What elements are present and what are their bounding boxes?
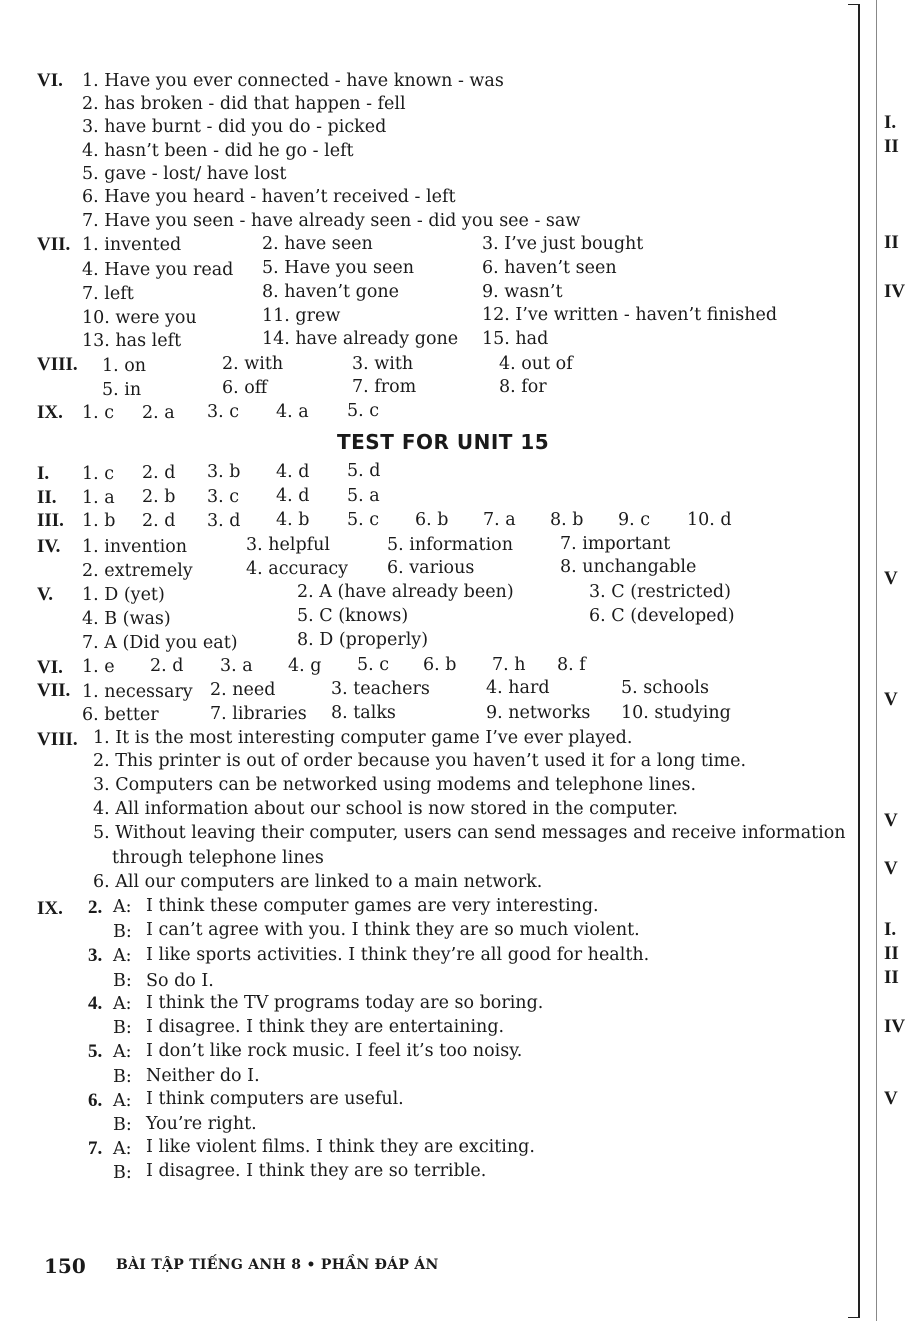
- dialogue-line: I don’t like rock music. I feel it’s too noisy.: [146, 1041, 523, 1061]
- answer-cell: 4. b: [276, 510, 310, 530]
- edge-mark: V: [884, 568, 898, 589]
- section-roman-iii: III.: [37, 510, 64, 531]
- answer-cell: 3. C (restricted): [589, 582, 731, 602]
- answer-cell: 1. b: [82, 511, 116, 531]
- answer-cell: 6. off: [222, 378, 268, 398]
- section-roman-ix: IX.: [37, 402, 63, 423]
- dialogue-line: You’re right.: [146, 1114, 257, 1134]
- answer-line: 3. Computers can be networked using modems and telephone lines.: [93, 775, 697, 795]
- section-roman-vi: VI.: [37, 70, 63, 91]
- dialogue-number: 6.: [88, 1090, 103, 1111]
- test-title: TEST FOR UNIT 15: [337, 430, 550, 454]
- edge-mark: II: [884, 967, 899, 988]
- answer-cell: 2. d: [142, 463, 176, 483]
- answer-line: 5. gave - lost/ have lost: [82, 164, 287, 184]
- answer-cell: 4. accuracy: [246, 559, 349, 579]
- page-margin-tick-bottom: [848, 1317, 858, 1318]
- answer-cell: 13. has left: [82, 331, 182, 351]
- answer-cell: 4. d: [276, 486, 310, 506]
- answer-cell: 4. out of: [499, 354, 573, 374]
- speaker-a-label: A:: [113, 946, 132, 966]
- speaker-a-label: A:: [113, 897, 132, 917]
- answer-cell: 2. b: [142, 487, 176, 507]
- answer-cell: 5. information: [387, 535, 513, 555]
- edge-mark: II: [884, 232, 899, 253]
- dialogue-line: Neither do I.: [146, 1066, 260, 1086]
- dialogue-line: I think the TV programs today are so boring.: [146, 993, 544, 1013]
- answer-cell: 5. in: [102, 380, 142, 400]
- answer-cell: 4. g: [288, 656, 322, 676]
- dialogue-number: 4.: [88, 993, 103, 1014]
- section-roman-viii: VIII.: [37, 729, 78, 750]
- speaker-b-label: B:: [113, 1067, 132, 1087]
- answer-cell: 3. teachers: [331, 679, 430, 699]
- answer-cell: 5. Have you seen: [262, 258, 414, 278]
- answer-cell: 4. hard: [486, 678, 550, 698]
- answer-line: 7. Have you seen - have already seen - did you see - saw: [82, 211, 581, 231]
- answer-cell: 3. helpful: [246, 535, 331, 555]
- answer-cell: 1. D (yet): [82, 585, 165, 605]
- section-roman-vi: VI.: [37, 657, 63, 678]
- section-roman-vii: VII.: [37, 680, 71, 701]
- answer-cell: 6. haven’t seen: [482, 258, 617, 278]
- dialogue-number: 5.: [88, 1041, 103, 1062]
- answer-cell: 5. a: [347, 486, 380, 506]
- answer-cell: 3. c: [207, 487, 240, 507]
- answer-line: 3. have burnt - did you do - picked: [82, 117, 387, 137]
- answer-cell: 1. e: [82, 657, 115, 677]
- answer-cell: 10. were you: [82, 308, 197, 328]
- answer-cell: 3. b: [207, 462, 241, 482]
- answer-cell: 8. haven’t gone: [262, 282, 400, 302]
- dialogue-line: I think computers are useful.: [146, 1089, 404, 1109]
- answer-cell: 4. d: [276, 462, 310, 482]
- answer-cell: 2. d: [142, 511, 176, 531]
- answer-cell: 8. b: [550, 510, 584, 530]
- section-roman-ix: IX.: [37, 898, 63, 919]
- dialogue-line: I like violent films. I think they are exciting.: [146, 1137, 535, 1157]
- answer-cell: 8. talks: [331, 703, 396, 723]
- dialogue-number: 7.: [88, 1138, 103, 1159]
- answer-cell: 2. a: [142, 403, 175, 423]
- page-number: 150: [44, 1254, 86, 1278]
- answer-cell: 6. b: [423, 655, 457, 675]
- answer-cell: 12. I’ve written - haven’t finished: [482, 305, 778, 325]
- dialogue-line: I disagree. I think they are entertaining.: [146, 1017, 505, 1037]
- answer-line: 4. All information about our school is now stored in the computer.: [93, 799, 678, 819]
- answer-cell: 6. b: [415, 510, 449, 530]
- answer-cell: 10. d: [687, 510, 732, 530]
- answer-line: through telephone lines: [112, 848, 324, 868]
- book-title: BÀI TẬP TIẾNG ANH 8 • PHẦN ĐÁP ÁN: [116, 1257, 439, 1273]
- dialogue-line: So do I.: [146, 971, 214, 991]
- answer-cell: 7. left: [82, 284, 134, 304]
- edge-mark: II: [884, 136, 899, 157]
- answer-cell: 10. studying: [621, 703, 731, 723]
- speaker-a-label: A:: [113, 994, 132, 1014]
- answer-cell: 3. a: [220, 656, 253, 676]
- answer-cell: 3. with: [352, 354, 414, 374]
- edge-mark: V: [884, 858, 898, 879]
- answer-cell: 5. c: [347, 510, 380, 530]
- edge-mark: I.: [884, 112, 897, 133]
- answer-cell: 7. libraries: [210, 704, 307, 724]
- answer-cell: 7. from: [352, 377, 417, 397]
- answer-cell: 11. grew: [262, 306, 341, 326]
- answer-cell: 1. on: [102, 356, 147, 376]
- answer-cell: 7. a: [483, 510, 516, 530]
- speaker-b-label: B:: [113, 922, 132, 942]
- answer-cell: 2. extremely: [82, 561, 193, 581]
- edge-mark: I.: [884, 919, 897, 940]
- edge-mark: IV: [884, 281, 906, 302]
- answer-line: 5. Without leaving their computer, users can send messages and receive information: [93, 823, 846, 843]
- dialogue-line: I disagree. I think they are so terrible.: [146, 1161, 487, 1181]
- answer-cell: 2. A (have already been): [297, 582, 514, 602]
- answer-line: 4. hasn’t been - did he go - left: [82, 141, 354, 161]
- answer-cell: 2. need: [210, 680, 276, 700]
- answer-cell: 6. better: [82, 705, 159, 725]
- section-roman-v: V.: [37, 584, 54, 605]
- answer-line: 2. has broken - did that happen - fell: [82, 94, 406, 114]
- answer-cell: 1. invention: [82, 537, 188, 557]
- edge-mark: V: [884, 689, 898, 710]
- speaker-b-label: B:: [113, 971, 132, 991]
- answer-line: 2. This printer is out of order because you haven’t used it for a long time.: [93, 751, 747, 771]
- answer-cell: 1. c: [82, 464, 115, 484]
- answer-cell: 5. schools: [621, 678, 709, 698]
- answer-cell: 1. c: [82, 403, 115, 423]
- answer-cell: 4. Have you read: [82, 260, 234, 280]
- speaker-b-label: B:: [113, 1163, 132, 1183]
- answer-cell: 5. d: [347, 461, 381, 481]
- answer-cell: 6. C (developed): [589, 606, 735, 626]
- answer-cell: 8. for: [499, 377, 547, 397]
- speaker-a-label: A:: [113, 1139, 132, 1159]
- answer-cell: 5. c: [347, 401, 380, 421]
- answer-line: 6. Have you heard - haven’t received - left: [82, 187, 456, 207]
- answer-cell: 15. had: [482, 329, 549, 349]
- answer-cell: 1. invented: [82, 235, 182, 255]
- dialogue-number: 2.: [88, 897, 103, 918]
- edge-mark: V: [884, 810, 898, 831]
- answer-cell: 7. important: [560, 534, 671, 554]
- section-roman-vii: VII.: [37, 234, 71, 255]
- answer-cell: 1. necessary: [82, 682, 193, 702]
- speaker-a-label: A:: [113, 1091, 132, 1111]
- answer-cell: 7. A (Did you eat): [82, 633, 238, 653]
- dialogue-line: I think these computer games are very interesting.: [146, 896, 599, 916]
- answer-cell: 9. c: [618, 510, 651, 530]
- answer-cell: 5. C (knows): [297, 606, 409, 626]
- section-roman-i: I.: [37, 463, 50, 484]
- answer-cell: 1. a: [82, 488, 115, 508]
- next-page-edge: [876, 0, 877, 1321]
- answer-cell: 14. have already gone: [262, 329, 459, 349]
- answer-cell: 5. c: [357, 655, 390, 675]
- speaker-b-label: B:: [113, 1115, 132, 1135]
- edge-mark: V: [884, 1088, 898, 1109]
- speaker-a-label: A:: [113, 1042, 132, 1062]
- dialogue-number: 3.: [88, 945, 103, 966]
- edge-mark: II: [884, 943, 899, 964]
- page-margin-line: [858, 4, 860, 1318]
- answer-cell: 2. d: [150, 656, 184, 676]
- answer-cell: 8. D (properly): [297, 630, 429, 650]
- answer-cell: 4. B (was): [82, 609, 171, 629]
- answer-cell: 2. with: [222, 354, 284, 374]
- page-margin-tick-top: [848, 4, 858, 5]
- answer-cell: 9. wasn’t: [482, 282, 563, 302]
- section-roman-iv: IV.: [37, 536, 61, 557]
- answer-cell: 2. have seen: [262, 234, 373, 254]
- dialogue-line: I like sports activities. I think they’re all good for health.: [146, 945, 650, 965]
- answer-cell: 8. unchangable: [560, 557, 697, 577]
- answer-line: 1. Have you ever connected - have known - was: [82, 71, 504, 91]
- answer-cell: 4. a: [276, 402, 309, 422]
- answer-cell: 7. h: [492, 655, 526, 675]
- speaker-b-label: B:: [113, 1018, 132, 1038]
- answer-cell: 6. various: [387, 558, 475, 578]
- section-roman-viii: VIII.: [37, 354, 78, 375]
- answer-line: 1. It is the most interesting computer game I’ve ever played.: [93, 728, 633, 748]
- answer-line: 6. All our computers are linked to a main network.: [93, 872, 543, 892]
- answer-cell: 3. I’ve just bought: [482, 234, 644, 254]
- dialogue-line: I can’t agree with you. I think they are so much violent.: [146, 920, 640, 940]
- answer-cell: 3. d: [207, 511, 241, 531]
- answer-cell: 9. networks: [486, 703, 591, 723]
- answer-cell: 3. c: [207, 402, 240, 422]
- edge-mark: IV: [884, 1016, 906, 1037]
- section-roman-ii: II.: [37, 487, 57, 508]
- answer-cell: 8. f: [557, 655, 586, 675]
